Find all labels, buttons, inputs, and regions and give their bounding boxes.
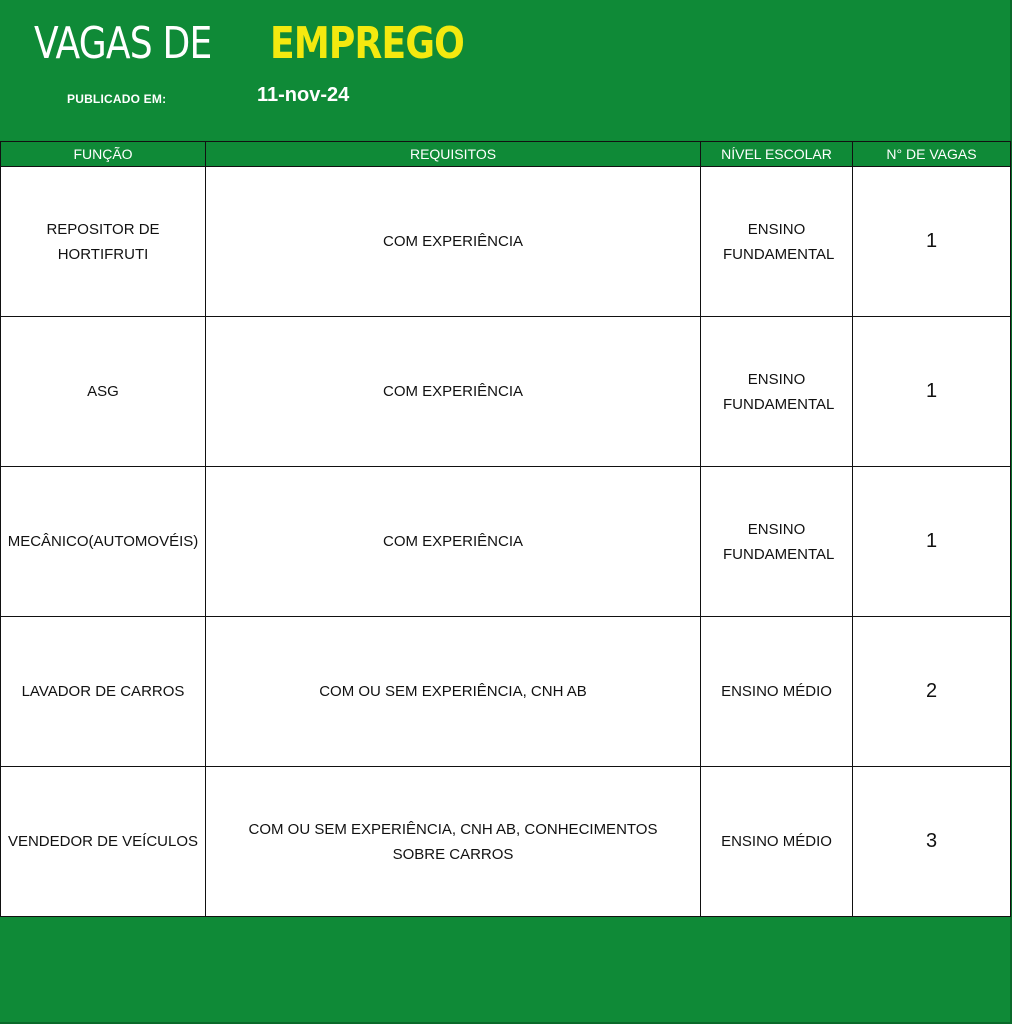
jobs-table <box>0 141 1011 917</box>
cell-nivel-escolar: ENSINO FUNDAMENTAL <box>701 467 853 617</box>
column-header-requisitos: REQUISITOS <box>206 142 701 167</box>
cell-nivel-escolar: ENSINO FUNDAMENTAL <box>701 167 853 317</box>
footer-band <box>0 917 1010 1022</box>
cell-funcao: LAVADOR DE CARROS <box>1 617 206 767</box>
table-row <box>1 767 1011 917</box>
cell-funcao: VENDEDOR DE VEÍCULOS <box>1 767 206 917</box>
cell-nivel-escolar: ENSINO MÉDIO <box>701 767 853 917</box>
column-header-nivel-escolar: NÍVEL ESCOLAR <box>701 142 853 167</box>
cell-requisitos: COM EXPERIÊNCIA <box>206 317 701 467</box>
cell-requisitos: COM EXPERIÊNCIA <box>206 167 701 317</box>
cell-requisitos: COM OU SEM EXPERIÊNCIA, CNH AB <box>206 617 701 767</box>
cell-nivel-escolar: ENSINO MÉDIO <box>701 617 853 767</box>
page-edge <box>1012 0 1024 1024</box>
table-row <box>1 317 1011 467</box>
cell-funcao: MECÂNICO(AUTOMOVÉIS) <box>1 467 206 617</box>
column-header-numero-vagas: N° DE VAGAS <box>853 142 1011 167</box>
table-header-row <box>1 142 1011 167</box>
title-vagas-de: VAGAS DE <box>34 18 212 69</box>
cell-funcao: ASG <box>1 317 206 467</box>
cell-requisitos: COM EXPERIÊNCIA <box>206 467 701 617</box>
table-row <box>1 617 1011 767</box>
cell-numero-vagas: 1 <box>853 467 1011 617</box>
cell-numero-vagas: 1 <box>853 317 1011 467</box>
column-header-funcao: FUNÇÃO <box>1 142 206 167</box>
cell-nivel-escolar: ENSINO FUNDAMENTAL <box>701 317 853 467</box>
table-row <box>1 167 1011 317</box>
cell-funcao: REPOSITOR DE HORTIFRUTI <box>1 167 206 317</box>
published-date: 11-nov-24 <box>257 84 350 106</box>
cell-numero-vagas: 1 <box>853 167 1011 317</box>
published-label: PUBLICADO EM: <box>67 92 167 106</box>
cell-numero-vagas: 2 <box>853 617 1011 767</box>
cell-numero-vagas: 3 <box>853 767 1011 917</box>
title-emprego: EMPREGO <box>270 18 464 69</box>
table-row <box>1 467 1011 617</box>
cell-requisitos: COM OU SEM EXPERIÊNCIA, CNH AB, CONHECIMENTOS SOBRE CARROS <box>206 767 701 917</box>
